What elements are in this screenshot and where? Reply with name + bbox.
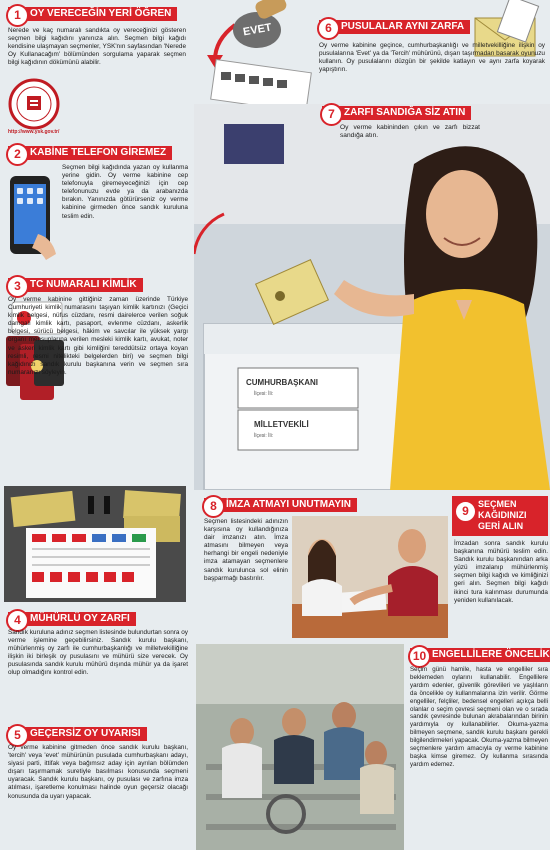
section-2-text: Seçmen bilgi kağıdında yazan oy kullanma yerine gidin. Oy verme kabinine cep telefonuyla giremeyeceğinizi için cep telefonunuzu evde ya da arabanızda bırakın. Yanınızda götürürseniz oy verme kabinine girmeden önce sandık kuruluna teslim edin. [62,164,188,220]
section-7-number: 7 [320,103,343,126]
ballot-box-sublabel-1: İlçesi: İli: [254,391,274,397]
section-8-header [204,498,357,512]
section-4-header [8,612,136,626]
section-10-header [410,648,550,662]
section-7 [318,102,538,146]
section-4-text: Sandık kuruluna adınız seçmen listesinde bulundurtan sonra oy verme işlemine geçebilirsiniz. Sandık kurulu başkanı, mühürlenmiş oy zarfı ile cumhurbaşkanlığı ve milletvekilliğine ilişkin iki birleşik oy pusulasını ve mühürü size verecek. Oy pusulasında sandık kurulu mühürü dışında mühür ya da işaret olup olmadığını kontrol edin. [8,629,188,677]
section-5-header [8,727,147,741]
section-6 [315,0,550,100]
section-7-header [322,106,471,120]
section-2-title: KABİNE TELEFON GİREMEZ [30,147,167,158]
section-9-number: 9 [454,500,477,523]
section-9-text: İmzadan sonra sandık kurulu başkanına mühürü teslim edin. Sandık kurulu başkanından arka yüzü imzalanıp mühürlenmiş seçmen bilgi kağıdı ve kimliğinizi geri alın. Seçmen bilgi kağıdı ikinci tura kalınması durumunda yeniden kullanılacak. [454,540,548,604]
section-10-text: Seçim günü hamile, hasta ve engelliler sıra beklemeden oylarını kullanabilir. Engellilere yardım edenler, güvenlik görevlileri ve yaşlıların da öncelikle oy kullanmalarına izin verilir. Görme engelliler, felçliler, bedensel engelleri açıkça belli olanlar o seçim çevresi seçmeni olan ve o sırada sandık çevresinde bulunan akrabalarından birinin yardımıyla oy kullanabilirler. Okuma-yazma bilmeyen seçmene, sandık kurulu başkanı gerekli bilgilendirmeleri yapacak. Okuma-yazma bilmeyen seçmenlere yardım amacıyla oy verme kabinine başka kimse giremez. Oy kullanma sırasında yardım edemez. [410,666,548,768]
section-8 [196,492,450,642]
stamp-illustration [195,0,315,110]
section-6-text: Oy verme kabinine geçince, cumhurbaşkanlığı ve milletvekilliğine ilişkin oy pusulalarına 'Evet' ya da 'Tercih' mühürünü, dışarı taşırmadan basarak oyunuzu kullanın. Oy pusulalarını düzgün bir şekilde katlayın ve aynı zarfa koyarak yapıştırın. [319,42,545,74]
section-10-number: 10 [408,645,431,668]
section-1-title: OY VERECEĞİN YERİ ÖĞREN [30,8,172,19]
section-10 [404,644,550,850]
signing-image [292,516,448,638]
section-1-number: 1 [6,4,29,27]
section-6-header [319,20,470,34]
section-1-header [8,7,177,21]
accessibility-photo [196,644,404,850]
woman-voting-image [194,104,550,490]
section-4 [0,604,192,724]
section-5-title: GEÇERSİZ OY UYARISI [30,728,141,739]
ballot-papers-image [4,486,186,602]
section-2-header [8,146,172,160]
section-5 [0,724,192,850]
stamp-label: EVET [242,21,273,39]
wheelchair-image [196,644,404,850]
section-5-text: Oy verme kabinine gitmeden önce sandık kurulu başkanı, 'tercih' veya 'evet' mühürünün pusulada cumhurbaşkanı adayı, siyasi parti, ittifak veya bağımsız aday için ayrılan bölümden dışarı taşırmamak suretiyle basılması konusunda seçmeni uyaracak. Sandık kurulu başkanı, oy pusulası ve zarfına imza atılması, işaretleme konulması halinde oyun geçersiz olacağı konusunda da uyarı yapacak. [8,744,188,800]
section-3-number: 3 [6,275,29,298]
section-8-text: Seçmen listesindeki adınızın karşısına oy kullandığınıza dair imzanızı atın. İmza atmasını bilmeyen veya herhangi bir engeli nedeniyle imza atamayan seçmenlere sandık kurulunca sol elinin başparmağı bastırılır. [204,518,288,582]
section-3 [0,272,192,484]
section-9 [450,492,550,642]
section-8-number: 8 [202,495,225,518]
ysk-logo-icon [8,78,60,130]
section-2-number: 2 [6,143,29,166]
section-10-title: ENGELLİLERE ÖNCELİK [432,649,550,660]
section-1-text: Nerede ve kaç numaralı sandıkta oy vereceğinizi gösteren seçmen bilgi kağıdını yanınıza alın. Seçmen bilgi kağıdı kendisine ulaşmayan seçmenler, YSK'nın sayfasından 'Nerede Oy Kullanacağım' bölümünden sorgulama yaparak seçmen bilgi kağıdının dökümünü alabilir. [8,27,186,67]
section-5-number: 5 [6,724,29,747]
main-voting-photo [194,104,550,490]
section-3-header [8,278,143,292]
section-6-title: PUSULALAR AYNI ZARFA [341,21,465,32]
section-4-title: MÜHÜRLÜ OY ZARFI [30,613,130,624]
section-6-number: 6 [317,17,340,40]
section-3-title: TC NUMARALI KİMLİK [30,279,137,290]
section-4-number: 4 [6,609,29,632]
section-9-title: SEÇMEN KAĞIDINIZI GERİ ALIN [478,499,527,531]
signing-photo [292,516,448,638]
ballot-box-label-1: CUMHURBAŞKANI [246,378,318,387]
section-3-text: Oy verme kabinine gittiğiniz zaman üzerinde Türkiye Cumhuriyeti kimlik numarasını taşıyan kimlik kartınızı (Geçici kimlik belgesi, nüfus cüzdanı, resmi dairelerce verilen soğuk damgalı kimlik kartı, pasaport, evlenme cüzdanı, askerlik belgesi, sürücü belgesi, hâkim ve savcılar ile yüksek yargı organı mensuplarına verilen mesleki kimlik kartı, avukat, noter ve askeri kimlik kartı gibi kimliğini tereddütsüz ortaya koyan resimli, resmi nitelikteki belgelerden biri) ve seçmen bilgi kağıdınızı sandık kurulu başkanına verin ve seçmen sıra numaranızı söyleyin. [8,296,188,376]
ballot-box-sublabel-2: İlçesi: İli: [254,433,274,439]
section-7-text: Oy verme kabininden çıkın ve zarfı bizzat sandığa atın. [340,124,480,140]
ysk-url: http://www.ysk.gov.tr/ [8,129,60,135]
section-2 [0,140,190,270]
section-9-header [452,496,548,536]
stamp-arrow-icon [195,0,315,110]
phone-icon [8,174,58,262]
ballot-box-label-2: MİLLETVEKİLİ [254,420,309,429]
section-8-title: İMZA ATMAYI UNUTMAYIN [226,499,351,510]
section-7-title: ZARFI SANDIĞA SİZ ATIN [344,107,466,118]
ballot-papers-photo [4,486,186,602]
section-1 [0,0,185,138]
